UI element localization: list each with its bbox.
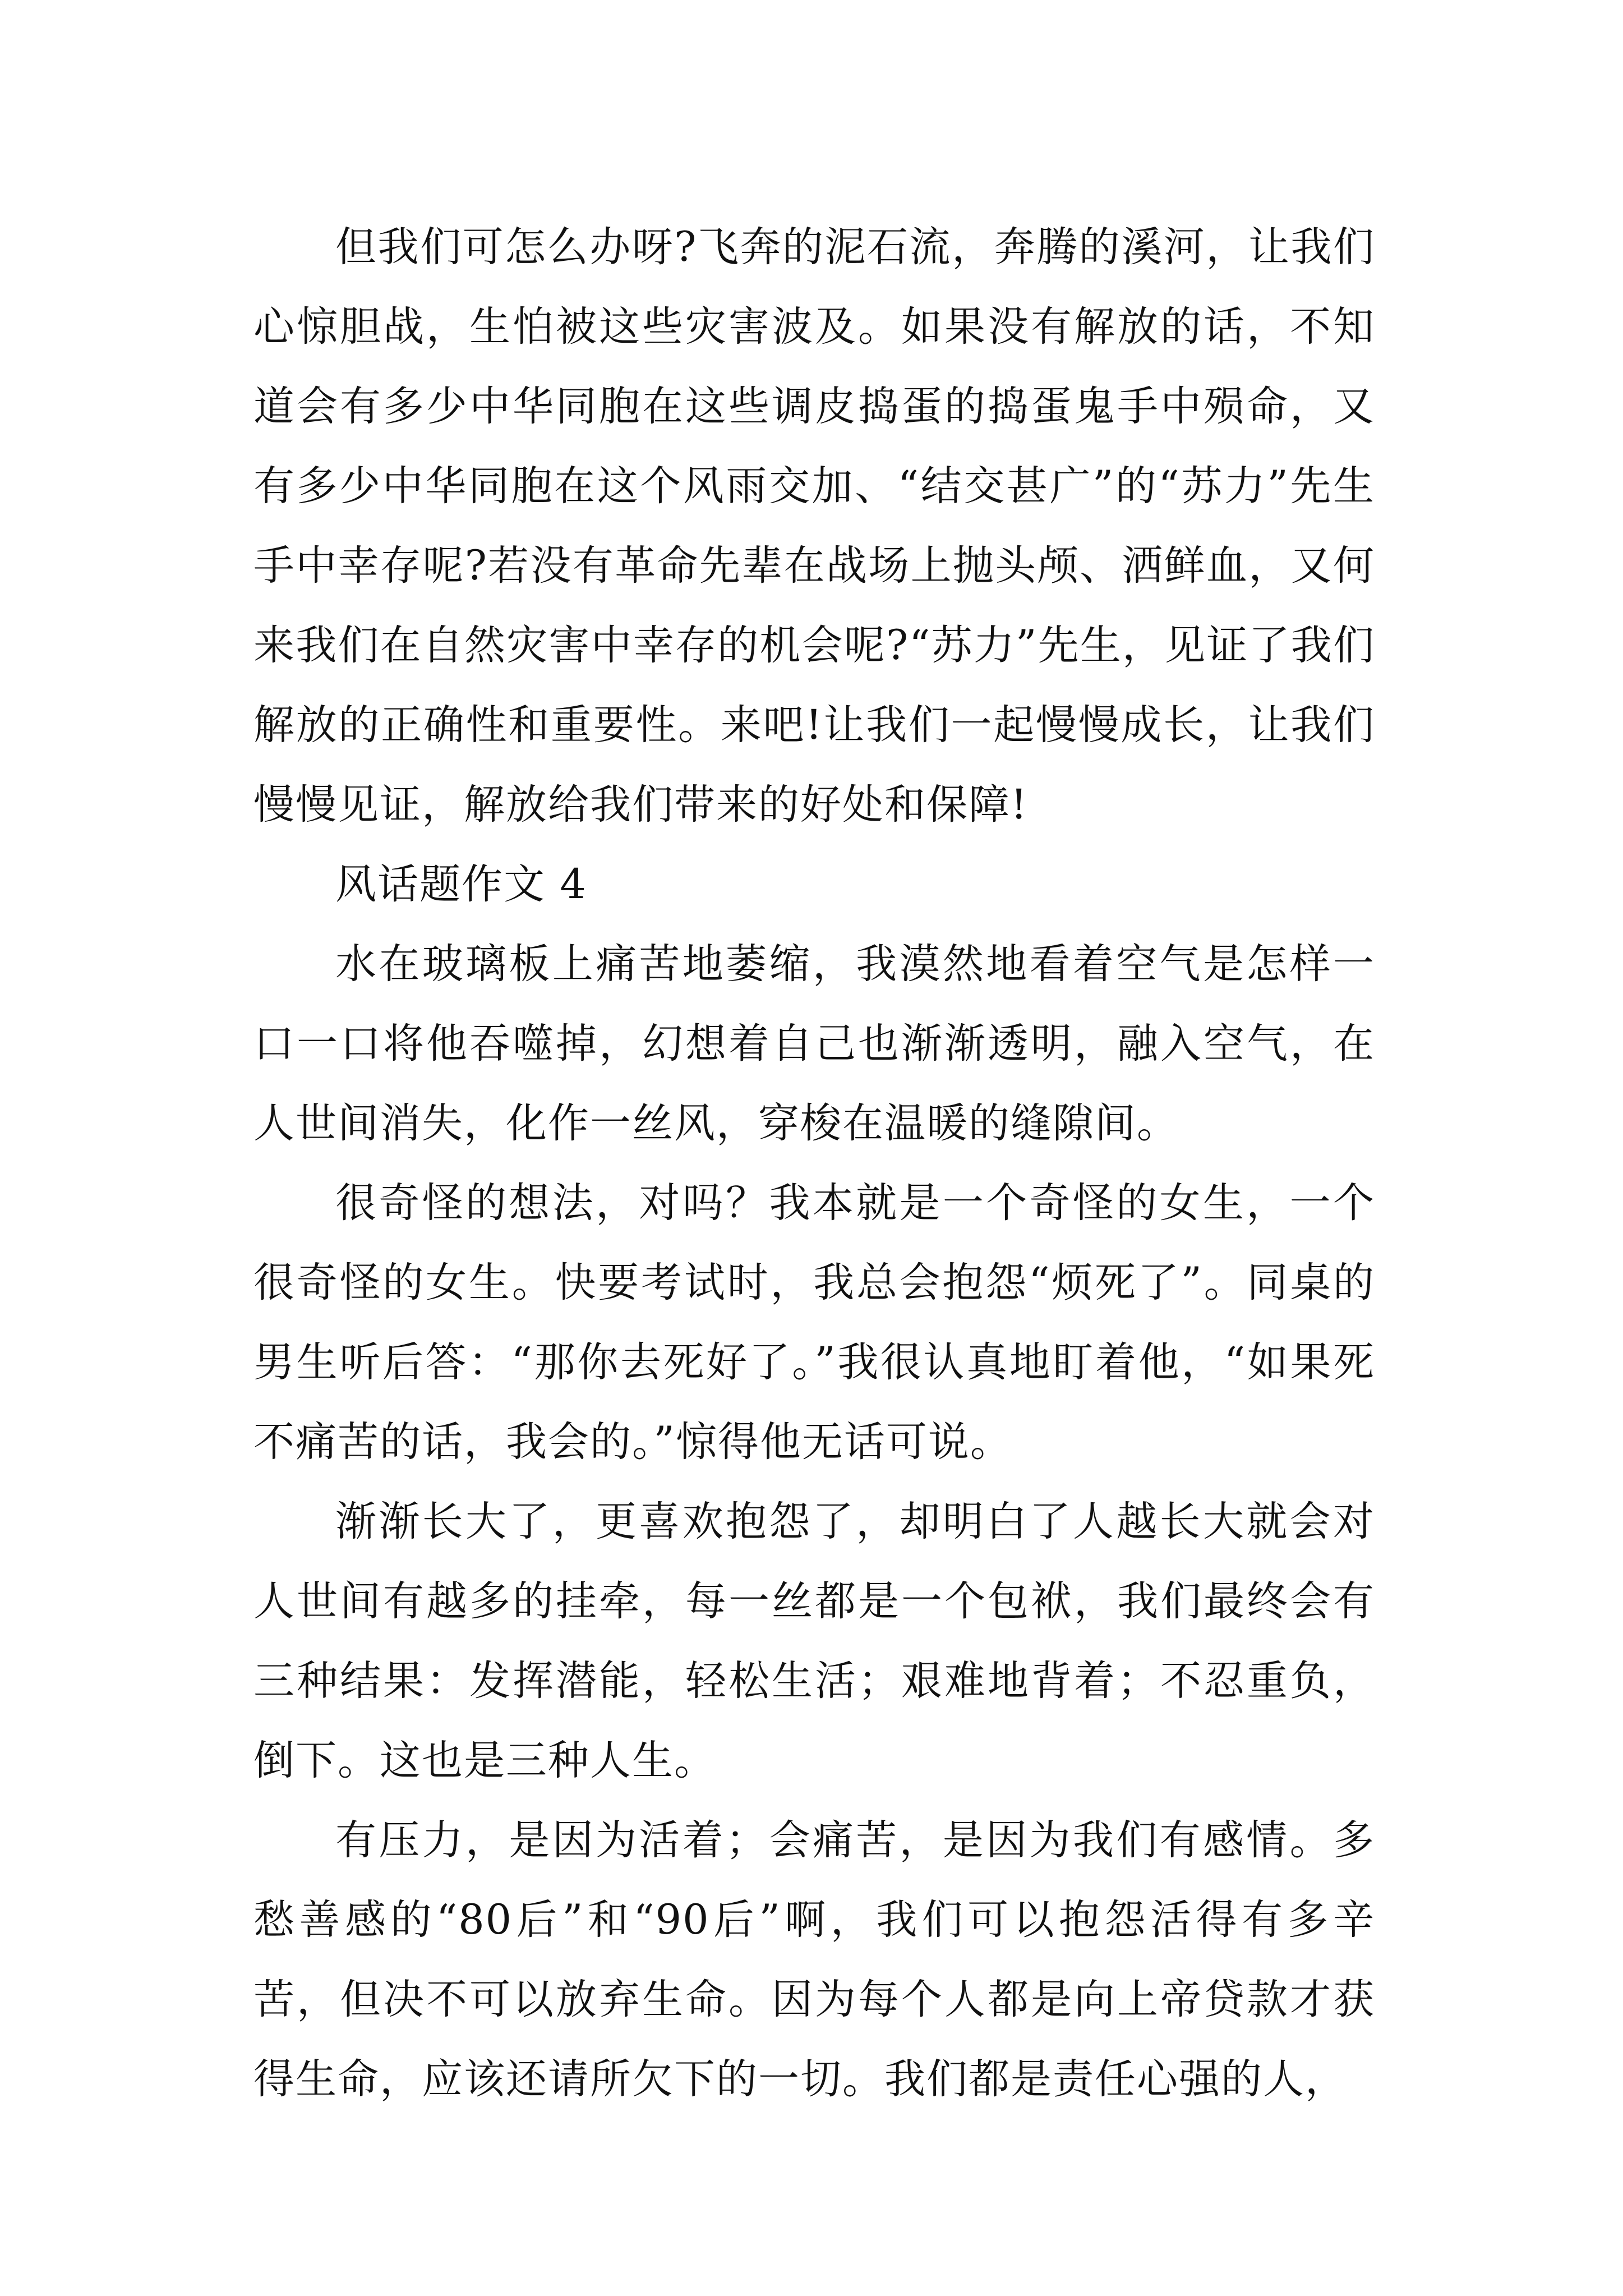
section-heading: 风话题作文 4	[335, 861, 587, 908]
paragraph-2: 水在玻璃板上痛苦地萎缩，我漠然地看着空气是怎样一口一口将他吞噬掉，幻想着自己也渐渐透明，融入空气，在人世间消失，化作一丝风，穿梭在温暖的缝隙间。	[253, 940, 1375, 1147]
document-body	[253, 208, 1375, 2119]
paragraph-5: 有压力，是因为活着；会痛苦，是因为我们有感情。多愁善感的“80后”和“90后”啊，我们可以抱怨活得有多辛苦，但决不可以放弃生命。因为每个人都是向上帝贷款才获得生命，应该还请所欠下的一切。我们都是责任心强的人，	[253, 1816, 1375, 2103]
paragraph-4: 渐渐长大了，更喜欢抱怨了，却明白了人越长大就会对人世间有越多的挂牵，每一丝都是一个包袱，我们最终会有三种结果：发挥潜能，轻松生活；艰难地背着；不忍重负，倒下。这也是三种人生。	[253, 1498, 1375, 1784]
paragraph-1: 但我们可怎么办呀?飞奔的泥石流，奔腾的溪河，让我们心惊胆战，生怕被这些灾害波及。如果没有解放的话，不知道会有多少中华同胞在这些调皮捣蛋的捣蛋鬼手中殒命，又有多少中华同胞在这个风雨交加、“结交甚广”的“苏力”先生手中幸存呢?若没有革命先辈在战场上抛头颅、洒鲜血，又何来我们在自然灾害中幸存的机会呢?“苏力”先生，见证了我们解放的正确性和重要性。来吧!让我们一起慢慢成长，让我们慢慢见证，解放给我们带来的好处和保障!	[253, 223, 1375, 829]
paragraph-3: 很奇怪的想法，对吗？我本就是一个奇怪的女生，一个很奇怪的女生。快要考试时，我总会抱怨“烦死了”。同桌的男生听后答：“那你去死好了。”我很认真地盯着他，“如果死不痛苦的话，我会的。”惊得他无话可说。	[253, 1179, 1375, 1466]
